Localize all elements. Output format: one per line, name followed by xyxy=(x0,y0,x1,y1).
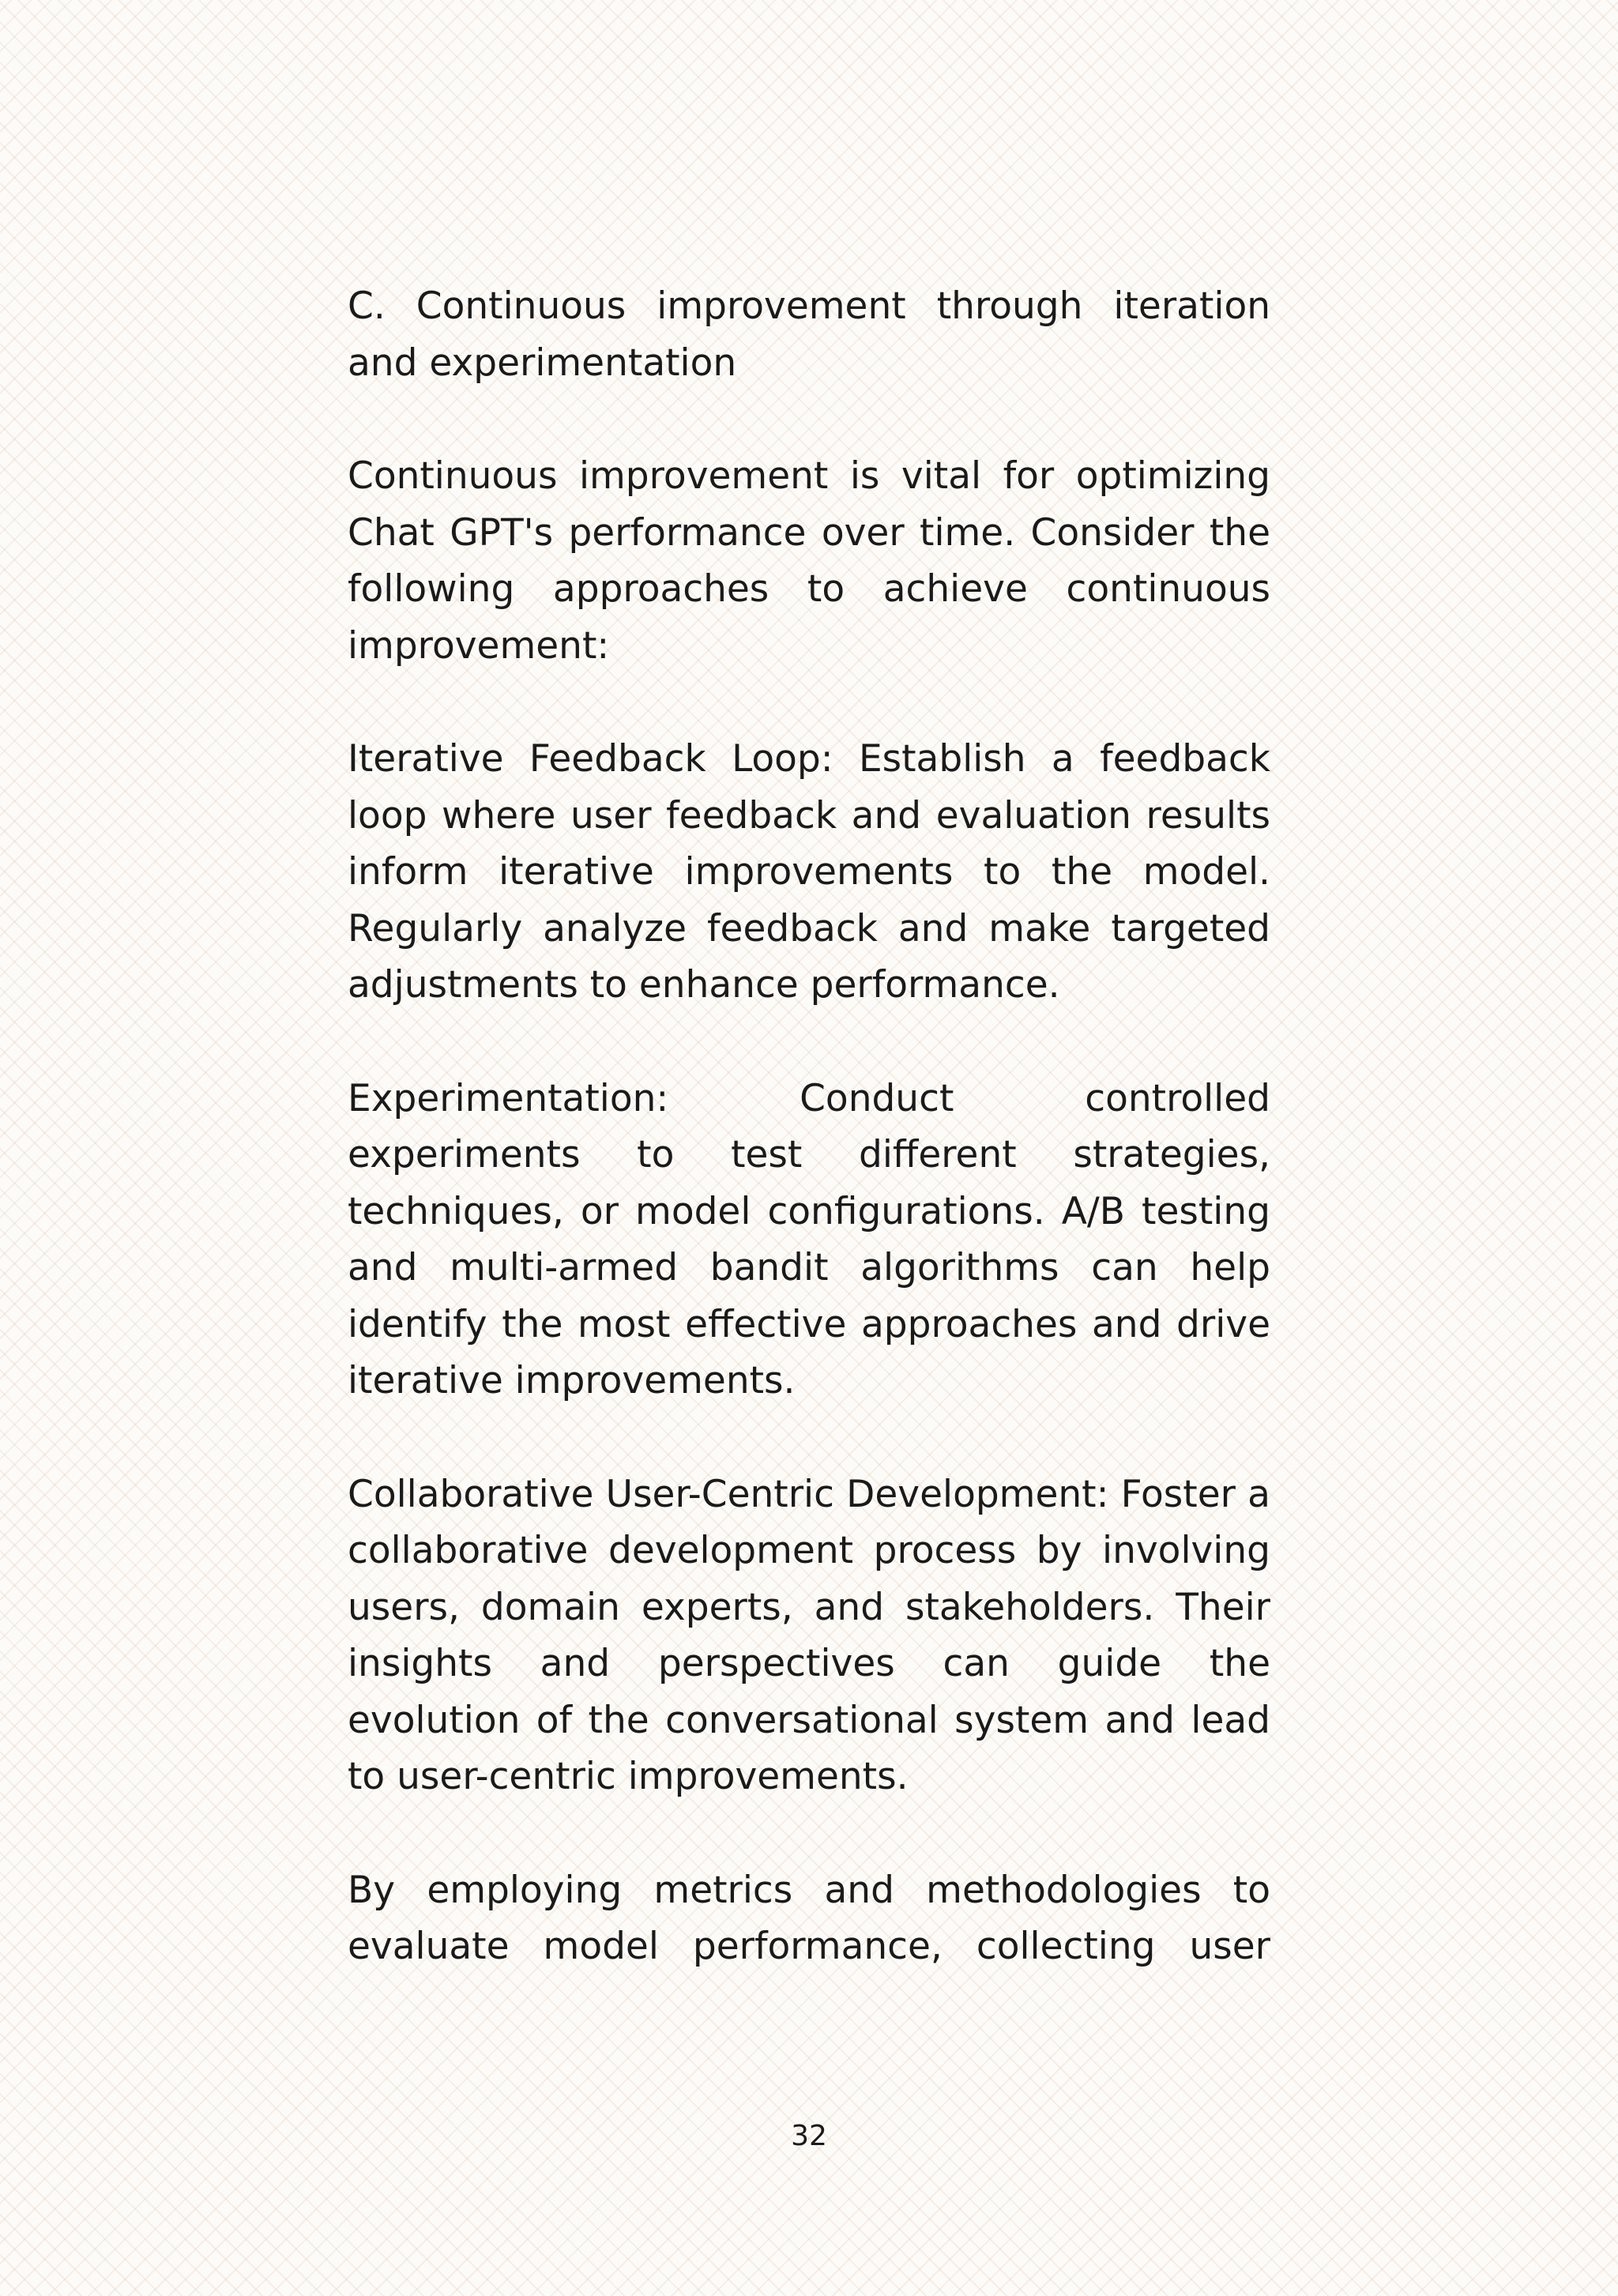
page-body xyxy=(348,278,1270,2032)
page-number: 32 xyxy=(791,2120,827,2152)
section-heading: C. Continuous improvement through iteration and experimentation xyxy=(348,284,1270,385)
feedback-loop-paragraph: Iterative Feedback Loop: Establish a feedback loop where user feedback and evaluation results inform iterative improvements to the model. Regularly analyze feedback and make targeted adjustments to enhance performance. xyxy=(348,737,1270,1007)
intro-paragraph: Continuous improvement is vital for optimizing Chat GPT's performance over time. Consider the following approaches to achieve continuous improvement: xyxy=(348,454,1270,668)
collaborative-development-paragraph: Collaborative User-Centric Development: Foster a collaborative development process by involving users, domain experts, and stakeholders. Their insights and perspectives can guide the evolution of the conversational system and lead to user-centric improvements. xyxy=(348,1472,1270,1798)
experimentation-paragraph: Experimentation: Conduct controlled experiments to test different strategies, techniques, or model configurations. A/B testing and multi-armed bandit algorithms can help identify the most effective approaches and drive iterative improvements. xyxy=(348,1076,1270,1402)
closing-paragraph: By employing metrics and methodologies to evaluate model performance, collecting user xyxy=(348,1868,1270,1968)
